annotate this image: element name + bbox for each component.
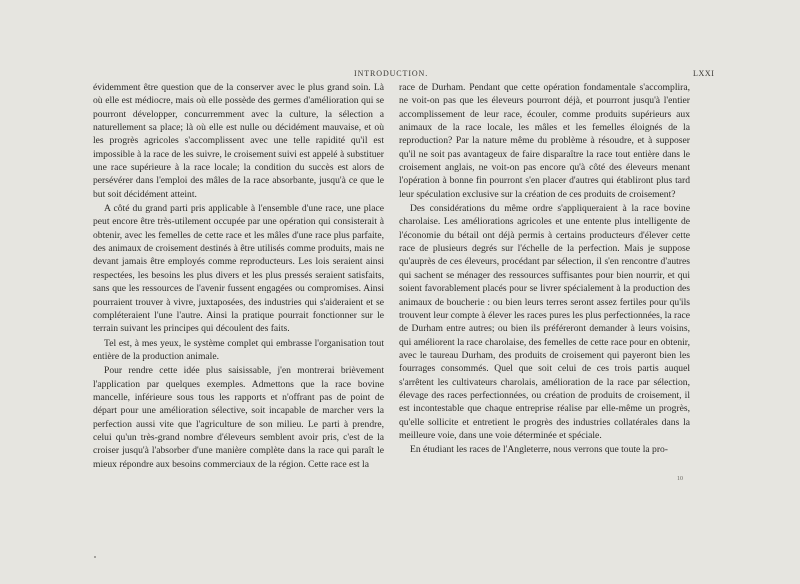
signature-mark: 10 bbox=[677, 476, 683, 482]
left-text-column bbox=[93, 81, 384, 471]
page-number: LXXI bbox=[693, 69, 715, 78]
right-paragraph-2: Des considérations du même ordre s'appliqueraient à la race bovine charolaise. Les améliorations agricoles et une entente plus intelligente de l'économie du bétail ont déjà permis à certains producteurs d'élever cette race de plusieurs degrés sur l'échelle de la perfection. Mais je suppose qu'auprès de ces éleveurs, procédant par sélection, il s'en rencontre d'autres qui sachent se ménager des ressources suffisantes pour bien nourrir, et qui soient favorablement placés pour se livrer spécialement à la production des animaux de boucherie : ou bien leurs terres seront assez fertiles pour qu'ils trouvent leur compte à élever les races pures les plus perfectionnées, la race de Durham entre autres; ou bien ils préféreront demander à leurs voisins, qui améliorent la race charolaise, des femelles de cette race pour en obtenir, avec le taureau Durham, des produits de croisement qui payeront bien les fourrages consommés. Quel que soit celui de ces trois partis auquel s'arrêtent les cultivateurs charolais, amélioration de la race par sélection, élevage des races perfectionnées, ou création de produits de croisement, il est incontestable que chaque entreprise réalise par elle-même un progrès, qu'elle sollicite et entretient le progrès des industries collatérales dans la meilleure voie, dans une voie déterminée et spéciale. bbox=[399, 203, 690, 441]
left-paragraph-3: Tel est, à mes yeux, le système complet qui embrasse l'organisation tout entière de la production animale. bbox=[93, 337, 384, 362]
right-paragraph-3: En étudiant les races de l'Angleterre, nous verrons que toute la pro- bbox=[410, 444, 669, 456]
right-text-column bbox=[399, 81, 690, 457]
right-paragraph-1: race de Durham. Pendant que cette opération fondamentale s'accomplira, ne voit-on pas que les éleveurs pourront déjà, et pourront jusqu'à l'entier accomplissement de leur race, écouler, comme produits supérieurs aux animaux de la race locale, les mâles et les femelles éloignés de la reproduction? Par la nature même du problème à résoudre, et à supposer qu'il ne soit pas avantageux de faire disparaître la race tout entière dans le croisement anglais, ne voit-on pas encore qu'à côté des éleveurs menant l'opération à bonne fin pourront s'en placer d'autres qui établiront plus tard leur spéculation exclusive sur la création de ces produits de croisement? bbox=[399, 82, 690, 200]
left-paragraph-2: A côté du grand parti pris applicable à l'ensemble d'une race, une place peut encore être très-utilement occupée par une opération qui consisterait à obtenir, avec les femelles de cette race et les mâles d'une race plus parfaite, des animaux de croisement destinés à être utilisés comme produits, mais ne devant jamais être employés comme reproducteurs. Les lois seraient ainsi respectées, les besoins les plus divers et les plus pressés seraient satisfaits, sans que les ressources de l'avenir fussent engagées ou compromises. Ainsi pourraient trouver à vivre, juxtaposées, des industries qui s'aideraient et se compléteraient l'une l'autre. Ainsi la pratique pourrait fonctionner sur le terrain suivant les principes qui découlent des faits. bbox=[93, 203, 384, 335]
running-header-title: INTRODUCTION. bbox=[354, 69, 429, 78]
left-paragraph-1: évidemment être question que de la conserver avec le plus grand soin. Là où elle est médiocre, mais où elle possède des germes d'amélioration qui se pourront développer, concurremment avec la culture, la sélection a naturellement sa place; là où elle est nulle ou décidément mauvaise, et où les progrès agricoles s'accomplissent avec une telle rapidité qu'il est impossible à la race de les suivre, le croisement suivi est appelé à substituer une race supérieure à la race locale; la condition du succès est alors de persévérer dans l'emploi des mâles de la race absorbante, jusqu'à ce que le but soit décidément atteint. bbox=[93, 82, 384, 200]
paper-speck bbox=[94, 556, 96, 558]
left-paragraph-4: Pour rendre cette idée plus saisissable, j'en montrerai brièvement l'application par quelques exemples. Admettons que la race bovine mancelle, inférieure sous tous les rapports et n'offrant pas de point de départ pour une amélioration sélective, soit incapable de marcher vers la perfection aussi vite que l'agriculture de son milieu. Le parti à prendre, celui qu'un très-grand nombre d'éleveurs semblent avoir pris, c'est de la croiser jusqu'à l'absorber d'une manière complète dans la race qui paraît le mieux répondre aux besoins commerciaux de la région. Cette race est la bbox=[93, 365, 384, 470]
